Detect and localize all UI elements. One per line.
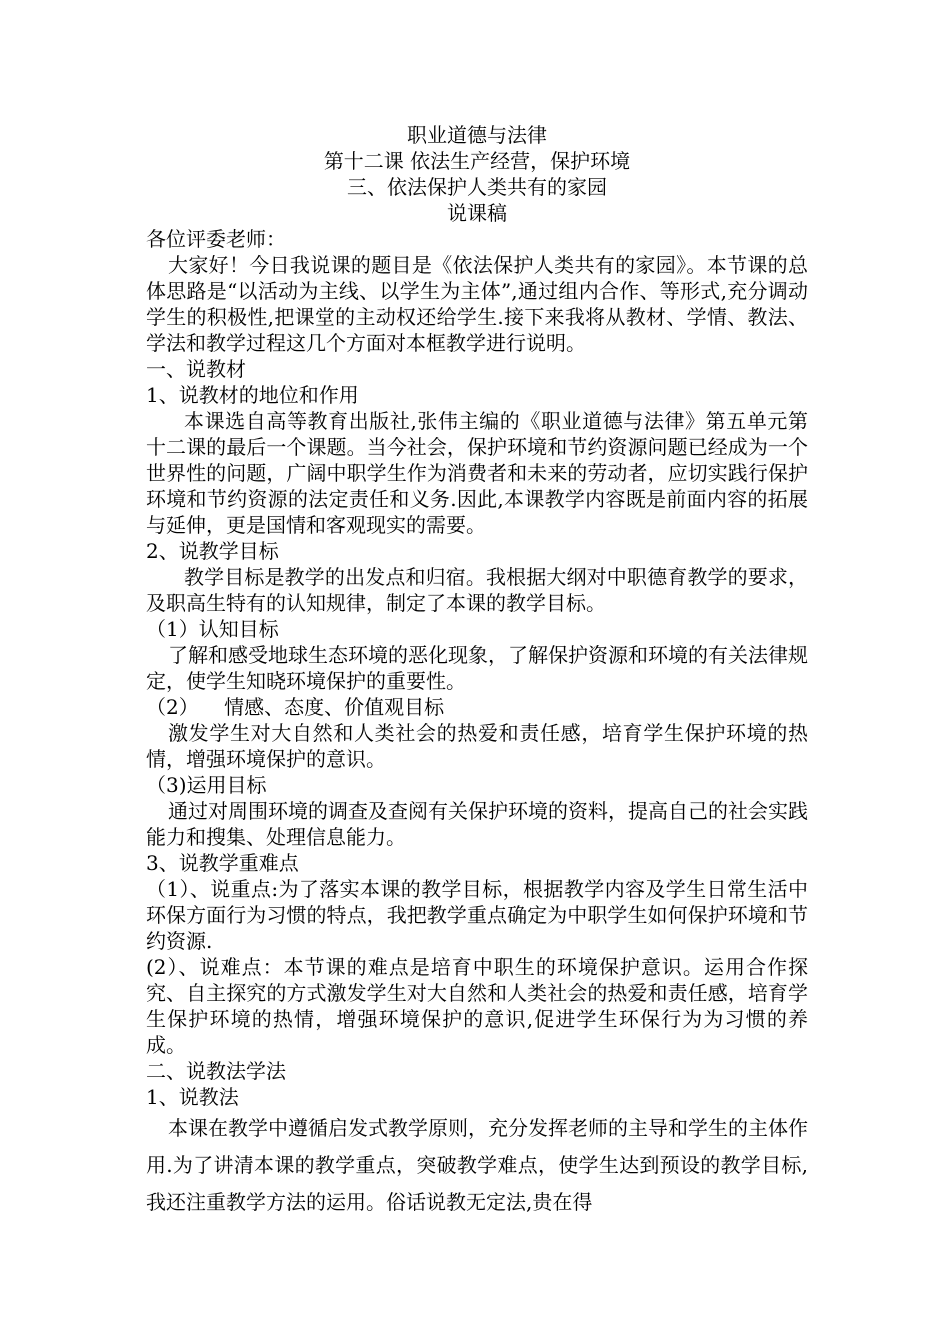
goals-paragraph: 教学目标是教学的出发点和归宿。我根据大纲对中职德育教学的要求，及职高生特有的认知规律，制定了本课的教学目标。 xyxy=(146,565,808,615)
lesson-title: 第十二课 依法生产经营，保护环境 xyxy=(323,149,631,173)
subheading-position-role: 1、说教材的地位和作用 xyxy=(146,383,359,407)
heading-teaching-material: 一、说教材 xyxy=(146,357,246,381)
document-page xyxy=(146,122,808,1221)
title-block xyxy=(146,122,808,226)
subheading-key-points: 3、说教学重难点 xyxy=(146,851,299,875)
doc-type-title: 说课稿 xyxy=(447,201,507,225)
key-point-paragraph: （1）、说重点:为了落实本课的教学目标，根据教学内容及学生日常生活中环保方面行为习惯的特点，我把教学重点确定为中职学生如何保护环境和节约资源. xyxy=(146,877,808,953)
goal-cognitive-text: 了解和感受地球生态环境的恶化现象，了解保护资源和环境的有关法律规定，使学生知晓环境保护的重要性。 xyxy=(146,643,808,693)
goal-application-heading: （3)运用目标 xyxy=(146,773,267,797)
section-title: 三、依法保护人类共有的家园 xyxy=(347,175,607,199)
difficulty-paragraph: (2）、说难点：本节课的难点是培育中职生的环境保护意识。运用合作探究、自主探究的方式激发学生对大自然和人类社会的热爱和责任感，培育学生保护环境的热情，增强环境保护的意识,促进学生环保行为为习惯的养成。 xyxy=(146,955,808,1057)
greeting: 各位评委老师： xyxy=(146,227,286,251)
subheading-teaching-goals: 2、说教学目标 xyxy=(146,539,279,563)
goal-emotion-text: 激发学生对大自然和人类社会的热爱和责任感，培育学生保护环境的热情，增强环境保护的意识。 xyxy=(146,721,808,771)
heading-methods: 二、说教法学法 xyxy=(146,1059,286,1083)
method-paragraph: 本课在教学中遵循启发式教学原则，充分发挥老师的主导和学生的主体作用.为了讲清本课的教学重点，突破教学难点，使学生达到预设的教学目标,我还注重教学方法的运用。俗话说教无定法,贵在得 xyxy=(146,1116,808,1214)
material-paragraph: 本课选自高等教育出版社,张伟主编的《职业道德与法律》第五单元第十二课的最后一个课题。当今社会，保护环境和节约资源问题已经成为一个世界性的问题，广阔中职学生作为消费者和未来的劳动者，应切实践行保护环境和节约资源的法定责任和义务.因此,本课教学内容既是前面内容的拓展与延伸，更是国情和客观现实的需要。 xyxy=(146,409,808,537)
goal-cognitive-heading: （1）认知目标 xyxy=(146,617,279,641)
goal-application-text: 通过对周围环境的调查及查阅有关保护环境的资料，提高自己的社会实践能力和搜集、处理信息能力。 xyxy=(146,799,808,849)
goal-emotion-heading: （2） 情感、态度、价值观目标 xyxy=(146,695,445,719)
subheading-teaching-method: 1、说教法 xyxy=(146,1085,239,1109)
intro-paragraph: 大家好！今日我说课的题目是《依法保护人类共有的家园》。本节课的总体思路是“以活动为主线、以学生为主体”,通过组内合作、等形式,充分调动学生的积极性,把课堂的主动权还给学生.接下来我将从教材、学情、教法、学法和教学过程这几个方面对本框教学进行说明。 xyxy=(146,253,808,355)
course-title: 职业道德与法律 xyxy=(407,123,547,147)
